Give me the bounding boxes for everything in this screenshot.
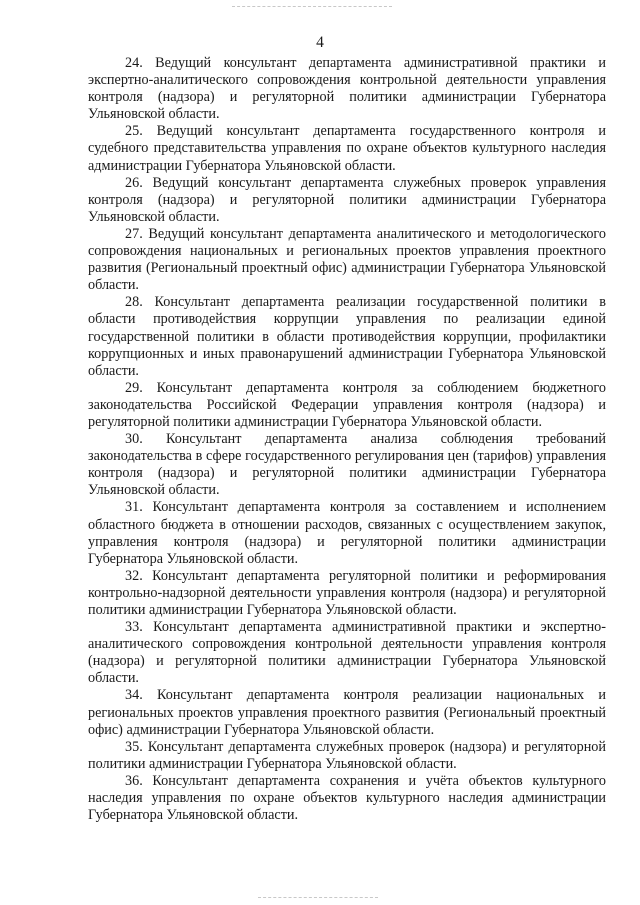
list-item-33: 33. Консультант департамента административной практики и экспертно-аналитического сопровождения контрольной деятельности управления контроля (надзора) и регуляторной политики администрации Губернатора Ульяновской области. — [88, 619, 606, 687]
scan-artifact-bottom — [258, 897, 378, 898]
list-item-26: 26. Ведущий консультант департамента служебных проверок управления контроля (надзора) и регуляторной политики администрации Губернатора Ульяновской области. — [88, 174, 606, 225]
list-item-28: 28. Консультант департамента реализации государственной политики в области противодействия коррупции управления по реализации единой государственной политики в области противодействия коррупции, профилактики коррупционных и иных правонарушений администрации Губернатора Ульяновской области. — [88, 294, 606, 379]
list-item-34: 34. Консультант департамента контроля реализации национальных и региональных проектов управления проектного развития (Региональный проектный офис) администрации Губернатора Ульяновской области. — [88, 687, 606, 738]
list-item-35: 35. Консультант департамента служебных проверок (надзора) и регуляторной политики администрации Губернатора Ульяновской области. — [88, 738, 606, 772]
list-item-32: 32. Консультант департамента регуляторной политики и реформирования контрольно-надзорной деятельности управления контроля (надзора) и регуляторной политики администрации Губернатора Ульяновской области. — [88, 567, 606, 618]
list-item-30: 30. Консультант департамента анализа соблюдения требований законодательства в сфере государственного регулирования цен (тарифов) управления контроля (надзора) и регуляторной политики администрации Губернатора Ульяновской области. — [88, 431, 606, 499]
list-item-31: 31. Консультант департамента контроля за составлением и исполнением областного бюджета в отношении расходов, связанных с осуществлением закупок, управления контроля (надзора) и регуляторной политики администрации Губернатора Ульяновской области. — [88, 499, 606, 567]
page-number: 4 — [316, 34, 324, 51]
list-item-24: 24. Ведущий консультант департамента административной практики и экспертно-аналитического сопровождения контрольной деятельности управления контроля (надзора) и регуляторной политики администрации Губернатора Ульяновской области. — [88, 55, 606, 123]
list-item-25: 25. Ведущий консультант департамента государственного контроля и судебного представительства управления по охране объектов культурного наследия администрации Губернатора Ульяновской области. — [88, 123, 606, 174]
list-item-27: 27. Ведущий консультант департамента аналитического и методологического сопровождения национальных и региональных проектов управления проектного развития (Региональный проектный офис) администрации Губернатора Ульяновской области. — [88, 225, 606, 294]
scan-artifact-top — [232, 6, 392, 7]
document-body — [88, 55, 606, 824]
list-item-29: 29. Консультант департамента контроля за соблюдением бюджетного законодательства Российской Федерации управления контроля (надзора) и регуляторной политики администрации Губернатора Ульяновской области. — [88, 379, 606, 430]
list-item-36: 36. Консультант департамента сохранения и учёта объектов культурного наследия управления по охране объектов культурного наследия администрации Губернатора Ульяновской области. — [88, 772, 606, 824]
